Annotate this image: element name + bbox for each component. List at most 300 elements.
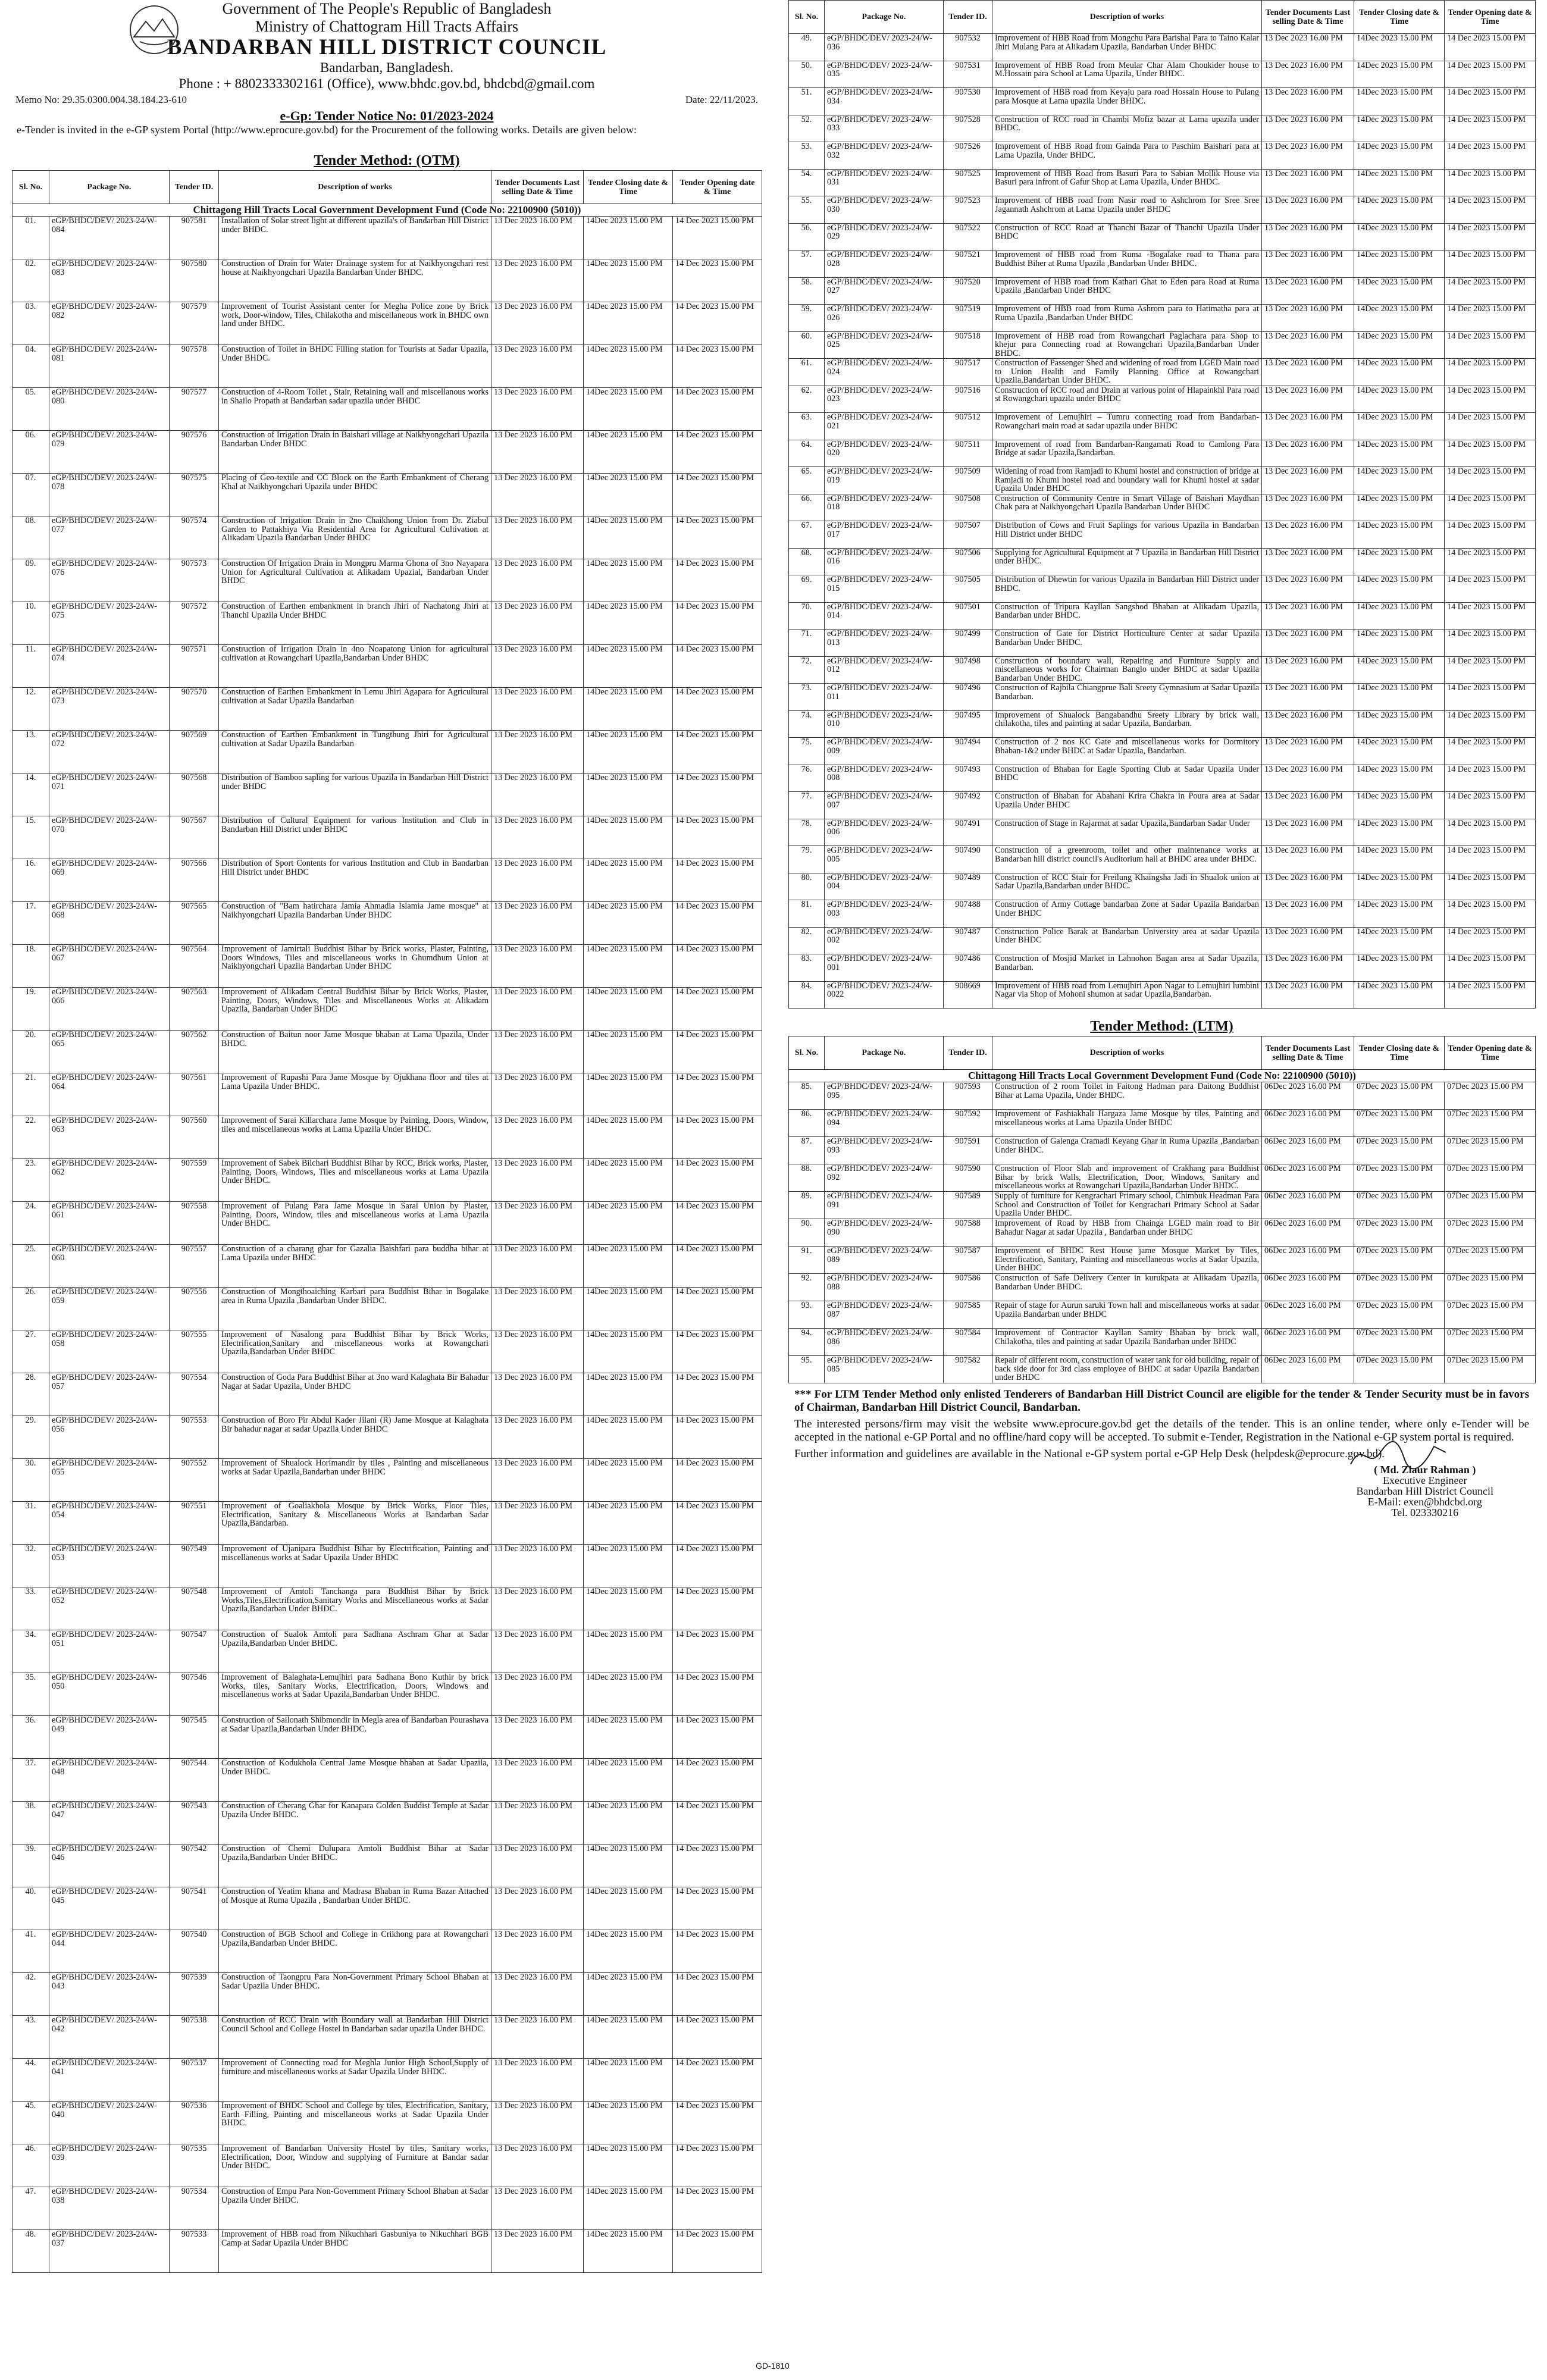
row-closing: 14Dec 2023 15.00 PM [1354, 738, 1445, 765]
row-tender-id: 907563 [170, 988, 219, 1031]
row-description: Improvement of Sarai Killarchara Jame Mosque by Painting, Doors, Window, tiles and miscellaneous works at Lama Upazila Under BHDC. [219, 1116, 491, 1159]
row-sl: 62. [789, 386, 825, 413]
row-package: eGP/BHDC/DEV/ 2023-24/W-091 [825, 1192, 944, 1219]
row-last-selling: 13 Dec 2023 16.00 PM [1262, 196, 1354, 224]
table-row [12, 1202, 762, 1245]
table-row [789, 169, 1536, 196]
row-tender-id: 907541 [170, 1887, 219, 1930]
row-package: eGP/BHDC/DEV/ 2023-24/W-037 [49, 2230, 170, 2273]
row-package: eGP/BHDC/DEV/ 2023-24/W-066 [49, 988, 170, 1031]
table-row [12, 1116, 762, 1159]
row-package: eGP/BHDC/DEV/ 2023-24/W-024 [825, 359, 944, 386]
row-description: Construction of Bhaban for Eagle Sporting Club at Sadar Upazila Under BHDC [992, 765, 1262, 792]
row-last-selling: 13 Dec 2023 16.00 PM [491, 1245, 584, 1288]
row-package: eGP/BHDC/DEV/ 2023-24/W-047 [49, 1802, 170, 1844]
table-row [789, 846, 1536, 873]
row-closing: 14Dec 2023 15.00 PM [584, 1116, 673, 1159]
row-sl: 33. [12, 1587, 49, 1630]
row-last-selling: 13 Dec 2023 16.00 PM [1262, 169, 1354, 196]
table-row [12, 1802, 762, 1844]
row-package: eGP/BHDC/DEV/ 2023-24/W-064 [49, 1073, 170, 1116]
row-last-selling: 13 Dec 2023 16.00 PM [1262, 602, 1354, 630]
row-opening: 14 Dec 2023 15.00 PM [1445, 521, 1536, 549]
row-closing: 14Dec 2023 15.00 PM [584, 474, 673, 516]
row-sl: 61. [789, 359, 825, 386]
table-row [12, 474, 762, 516]
row-opening: 07Dec 2023 15.00 PM [1445, 1247, 1536, 1274]
table-row [789, 305, 1536, 332]
row-last-selling: 13 Dec 2023 16.00 PM [491, 902, 584, 945]
row-tender-id: 907492 [944, 792, 992, 819]
note-paragraph-2: Further information and guidelines are available in the National e-GP system portal e-GP Help Desk (helpdesk@eprocure.gov.bd). [794, 1448, 1385, 1460]
row-closing: 14Dec 2023 15.00 PM [584, 1716, 673, 1759]
row-package: eGP/BHDC/DEV/ 2023-24/W-025 [825, 331, 944, 359]
row-tender-id: 907531 [944, 61, 992, 88]
row-package: eGP/BHDC/DEV/ 2023-24/W-041 [49, 2059, 170, 2102]
table-row [789, 115, 1536, 142]
row-last-selling: 06Dec 2023 16.00 PM [1262, 1110, 1354, 1137]
col-sl: Sl. No. [12, 171, 49, 204]
row-package: eGP/BHDC/DEV/ 2023-24/W-053 [49, 1545, 170, 1587]
row-description: Improvement of Amtoli Tanchanga para Buddhist Bihar by Brick Works,Tiles,Electrification,Sanitary Works and Miscellaneous works at Sadar Upazila,Bandarban Under BHDC. [219, 1587, 491, 1630]
row-sl: 68. [789, 548, 825, 575]
row-description: Construction of a greenroom, toilet and other maintenance works at Bandarban hill district council's Auditorium hall at BHDC area under BHDC. [992, 846, 1262, 873]
row-sl: 65. [789, 467, 825, 494]
row-package: eGP/BHDC/DEV/ 2023-24/W-021 [825, 413, 944, 440]
table-row [789, 1274, 1536, 1301]
row-tender-id: 907511 [944, 440, 992, 467]
row-tender-id: 907539 [170, 1973, 219, 2016]
row-tender-id: 907526 [944, 142, 992, 170]
table-row [789, 142, 1536, 170]
row-opening: 14 Dec 2023 15.00 PM [673, 217, 762, 259]
row-opening: 14 Dec 2023 15.00 PM [673, 731, 762, 774]
row-tender-id: 907569 [170, 731, 219, 774]
row-tender-id: 907553 [170, 1416, 219, 1459]
row-description: Distribution of Cows and Fruit Saplings for various Upazila in Bandarban Hill District under BHDC [992, 521, 1262, 549]
row-sl: 67. [789, 521, 825, 549]
row-tender-id: 907538 [170, 2016, 219, 2059]
row-closing: 14Dec 2023 15.00 PM [584, 1887, 673, 1930]
row-last-selling: 13 Dec 2023 16.00 PM [1262, 981, 1354, 1009]
table-row [12, 945, 762, 988]
row-sl: 05. [12, 388, 49, 431]
row-sl: 82. [789, 927, 825, 954]
table-row [12, 345, 762, 388]
row-last-selling: 13 Dec 2023 16.00 PM [491, 2102, 584, 2144]
row-description: Improvement of Lemujhiri – Tumru connecting road from Bandarban-Rowangchari main road at sadar upazila under BHDC [992, 413, 1262, 440]
row-package: eGP/BHDC/DEV/ 2023-24/W-055 [49, 1459, 170, 1502]
row-closing: 14Dec 2023 15.00 PM [1354, 169, 1445, 196]
row-sl: 31. [12, 1502, 49, 1545]
row-tender-id: 907544 [170, 1759, 219, 1802]
row-closing: 14Dec 2023 15.00 PM [584, 1245, 673, 1288]
row-description: Improvement of Fashiakhali Hargaza Jame Mosque by tiles, Painting and miscellaneous works at Lama Upazila Under BHDC [992, 1110, 1262, 1137]
row-sl: 92. [789, 1274, 825, 1301]
row-description: Construction of RCC Drain with Boundary wall at Bandarban Hill District Council School and College Hostel in Bandarban sadar upazila Under BHDC. [219, 2016, 491, 2059]
row-opening: 14 Dec 2023 15.00 PM [1445, 710, 1536, 738]
row-last-selling: 13 Dec 2023 16.00 PM [491, 2059, 584, 2102]
row-closing: 14Dec 2023 15.00 PM [1354, 548, 1445, 575]
row-sl: 59. [789, 305, 825, 332]
row-tender-id: 907522 [944, 223, 992, 250]
row-last-selling: 13 Dec 2023 16.00 PM [491, 1202, 584, 1245]
row-last-selling: 06Dec 2023 16.00 PM [1262, 1247, 1354, 1274]
row-tender-id: 907570 [170, 688, 219, 731]
table-row [12, 688, 762, 731]
col-package: Package No. [825, 1036, 944, 1070]
table-row [789, 710, 1536, 738]
row-package: eGP/BHDC/DEV/ 2023-24/W-086 [825, 1329, 944, 1356]
row-sl: 15. [12, 816, 49, 859]
row-last-selling: 13 Dec 2023 16.00 PM [491, 1330, 584, 1373]
table-row [789, 1301, 1536, 1329]
col-opening: Tender Opening date & Time [673, 171, 762, 204]
table-row [789, 250, 1536, 278]
letterhead [12, 0, 762, 94]
row-description: Construction of Baitun noor Jame Mosque bhaban at Lama Upazila, Under BHDC. [219, 1031, 491, 1073]
row-tender-id: 907508 [944, 494, 992, 521]
memo-row [12, 94, 762, 108]
table-row [789, 277, 1536, 305]
row-sl: 16. [12, 859, 49, 902]
row-last-selling: 13 Dec 2023 16.00 PM [491, 645, 584, 688]
row-package: eGP/BHDC/DEV/ 2023-24/W-017 [825, 521, 944, 549]
table-row [789, 954, 1536, 982]
row-opening: 14 Dec 2023 15.00 PM [1445, 34, 1536, 61]
table-row [789, 1356, 1536, 1383]
row-opening: 14 Dec 2023 15.00 PM [1445, 440, 1536, 467]
row-tender-id: 907560 [170, 1116, 219, 1159]
row-last-selling: 13 Dec 2023 16.00 PM [491, 859, 584, 902]
table-row [789, 981, 1536, 1009]
row-sl: 38. [12, 1802, 49, 1844]
council-title: BANDARBAN HILL DISTRICT COUNCIL [167, 35, 607, 60]
row-opening: 14 Dec 2023 15.00 PM [673, 474, 762, 516]
row-last-selling: 13 Dec 2023 16.00 PM [491, 1887, 584, 1930]
row-closing: 07Dec 2023 15.00 PM [1354, 1247, 1445, 1274]
row-package: eGP/BHDC/DEV/ 2023-24/W-028 [825, 250, 944, 278]
row-opening: 14 Dec 2023 15.00 PM [673, 388, 762, 431]
row-sl: 17. [12, 902, 49, 945]
row-last-selling: 13 Dec 2023 16.00 PM [1262, 630, 1354, 657]
table-row [12, 302, 762, 345]
row-closing: 14Dec 2023 15.00 PM [584, 1502, 673, 1545]
row-sl: 18. [12, 945, 49, 988]
row-opening: 14 Dec 2023 15.00 PM [1445, 819, 1536, 846]
row-description: Improvement of HBB road from Rowangchari Paglachara para Shop to khejur para Connecting road at Rowangchari Upazila,Bandarban Under BHDC. [992, 331, 1262, 359]
row-description: Construction of Earthen Embankment in Lemu Jhiri Agapara for Agricultural cultivation at Sadar Upazila Bandarban [219, 688, 491, 731]
row-closing: 14Dec 2023 15.00 PM [1354, 684, 1445, 711]
row-package: eGP/BHDC/DEV/ 2023-24/W-085 [825, 1356, 944, 1383]
row-description: Improvement of Balaghata-Lemujhiri para Sadhana Bono Kuthir by brick Works, tiles, Sanitary Works, Electrification, Doors, Windows and miscellaneous works at Sadar Upazila,Bandarban Under BHDC. [219, 1673, 491, 1716]
row-tender-id: 907519 [944, 305, 992, 332]
row-sl: 87. [789, 1137, 825, 1164]
row-sl: 32. [12, 1545, 49, 1587]
signatory-name: ( Md. Ziaur Rahman ) [1374, 1464, 1476, 1476]
table-row [12, 259, 762, 302]
row-closing: 14Dec 2023 15.00 PM [584, 988, 673, 1031]
row-last-selling: 13 Dec 2023 16.00 PM [1262, 331, 1354, 359]
row-opening: 14 Dec 2023 15.00 PM [673, 1587, 762, 1630]
row-sl: 09. [12, 559, 49, 602]
row-package: eGP/BHDC/DEV/ 2023-24/W-065 [49, 1031, 170, 1073]
row-last-selling: 06Dec 2023 16.00 PM [1262, 1329, 1354, 1356]
row-opening: 14 Dec 2023 15.00 PM [673, 1630, 762, 1673]
row-sl: 02. [12, 259, 49, 302]
row-package: eGP/BHDC/DEV/ 2023-24/W-033 [825, 115, 944, 142]
row-closing: 14Dec 2023 15.00 PM [584, 1330, 673, 1373]
row-opening: 14 Dec 2023 15.00 PM [1445, 277, 1536, 305]
row-sl: 36. [12, 1716, 49, 1759]
table-row [12, 902, 762, 945]
row-tender-id: 907572 [170, 602, 219, 645]
row-tender-id: 907574 [170, 516, 219, 559]
row-package: eGP/BHDC/DEV/ 2023-24/W-043 [49, 1973, 170, 2016]
row-package: eGP/BHDC/DEV/ 2023-24/W-045 [49, 1887, 170, 1930]
row-sl: 76. [789, 765, 825, 792]
row-opening: 14 Dec 2023 15.00 PM [1445, 115, 1536, 142]
row-tender-id: 907494 [944, 738, 992, 765]
row-closing: 14Dec 2023 15.00 PM [1354, 386, 1445, 413]
row-package: eGP/BHDC/DEV/ 2023-24/W-035 [825, 61, 944, 88]
table-row [789, 34, 1536, 61]
table-row [12, 1031, 762, 1073]
row-package: eGP/BHDC/DEV/ 2023-24/W-078 [49, 474, 170, 516]
row-closing: 14Dec 2023 15.00 PM [584, 2187, 673, 2230]
row-package: eGP/BHDC/DEV/ 2023-24/W-061 [49, 1202, 170, 1245]
row-sl: 20. [12, 1031, 49, 1073]
row-opening: 14 Dec 2023 15.00 PM [1445, 656, 1536, 684]
table-row [789, 873, 1536, 900]
row-closing: 14Dec 2023 15.00 PM [1354, 277, 1445, 305]
row-closing: 14Dec 2023 15.00 PM [1354, 521, 1445, 549]
row-closing: 14Dec 2023 15.00 PM [1354, 305, 1445, 332]
row-sl: 01. [12, 217, 49, 259]
row-last-selling: 13 Dec 2023 16.00 PM [1262, 359, 1354, 386]
row-tender-id: 907516 [944, 386, 992, 413]
row-package: eGP/BHDC/DEV/ 2023-24/W-087 [825, 1301, 944, 1329]
table-row [789, 359, 1536, 386]
row-tender-id: 907489 [944, 873, 992, 900]
row-package: eGP/BHDC/DEV/ 2023-24/W-076 [49, 559, 170, 602]
row-tender-id: 907496 [944, 684, 992, 711]
table-header-row [789, 1036, 1536, 1070]
row-closing: 14Dec 2023 15.00 PM [1354, 359, 1445, 386]
table-row [789, 521, 1536, 549]
row-tender-id: 907512 [944, 413, 992, 440]
row-package: eGP/BHDC/DEV/ 2023-24/W-083 [49, 259, 170, 302]
row-package: eGP/BHDC/DEV/ 2023-24/W-067 [49, 945, 170, 988]
row-closing: 14Dec 2023 15.00 PM [584, 1759, 673, 1802]
row-sl: 71. [789, 630, 825, 657]
right-column [788, 0, 1535, 2380]
row-tender-id: 907528 [944, 115, 992, 142]
row-last-selling: 06Dec 2023 16.00 PM [1262, 1137, 1354, 1164]
row-opening: 14 Dec 2023 15.00 PM [673, 1116, 762, 1159]
row-closing: 07Dec 2023 15.00 PM [1354, 1137, 1445, 1164]
row-package: eGP/BHDC/DEV/ 2023-24/W-034 [825, 88, 944, 115]
row-package: eGP/BHDC/DEV/ 2023-24/W-016 [825, 548, 944, 575]
row-last-selling: 13 Dec 2023 16.00 PM [491, 1759, 584, 1802]
row-package: eGP/BHDC/DEV/ 2023-24/W-023 [825, 386, 944, 413]
row-sl: 93. [789, 1301, 825, 1329]
row-last-selling: 13 Dec 2023 16.00 PM [1262, 467, 1354, 494]
row-opening: 14 Dec 2023 15.00 PM [1445, 873, 1536, 900]
row-package: eGP/BHDC/DEV/ 2023-24/W-073 [49, 688, 170, 731]
row-closing: 14Dec 2023 15.00 PM [584, 2016, 673, 2059]
row-sl: 69. [789, 575, 825, 603]
row-description: Construction of Earthen embankment in branch Jhiri of Nachatong Jhiri at Thanchi Upazila Under BHDC [219, 602, 491, 645]
row-closing: 14Dec 2023 15.00 PM [584, 1930, 673, 1973]
contact-line: Phone : + 8802333302161 (Office), www.bhdc.gov.bd, bhdcbd@gmail.com [178, 76, 595, 91]
row-closing: 14Dec 2023 15.00 PM [1354, 900, 1445, 928]
row-last-selling: 06Dec 2023 16.00 PM [1262, 1164, 1354, 1192]
row-sl: 77. [789, 792, 825, 819]
row-tender-id: 908669 [944, 981, 992, 1009]
col-sl: Sl. No. [789, 1, 825, 34]
row-tender-id: 907567 [170, 816, 219, 859]
table-row [789, 494, 1536, 521]
table-row [789, 765, 1536, 792]
row-closing: 14Dec 2023 15.00 PM [584, 902, 673, 945]
row-opening: 07Dec 2023 15.00 PM [1445, 1192, 1536, 1219]
row-sl: 19. [12, 988, 49, 1031]
row-package: eGP/BHDC/DEV/ 2023-24/W-049 [49, 1716, 170, 1759]
row-tender-id: 907584 [944, 1329, 992, 1356]
row-package: eGP/BHDC/DEV/ 2023-24/W-048 [49, 1759, 170, 1802]
row-last-selling: 13 Dec 2023 16.00 PM [491, 1930, 584, 1973]
table-row [12, 1630, 762, 1673]
row-opening: 14 Dec 2023 15.00 PM [673, 302, 762, 345]
row-tender-id: 907588 [944, 1219, 992, 1247]
row-closing: 14Dec 2023 15.00 PM [584, 1459, 673, 1502]
table-row [12, 1502, 762, 1545]
table-header-row [12, 171, 762, 204]
row-description: Improvement of road from Bandarban-Rangamati Road to Camlong Para Bridge at sadar Upazila,Bandarban. [992, 440, 1262, 467]
table-row [789, 1137, 1536, 1164]
row-opening: 14 Dec 2023 15.00 PM [1445, 602, 1536, 630]
row-description: Construction of Yeatim khana and Madrasa Bhaban in Ruma Bazar Attached of Mosque at Ruma Upazila , Bandarban Under BHDC. [219, 1887, 491, 1930]
row-closing: 14Dec 2023 15.00 PM [1354, 873, 1445, 900]
row-description: Construction of Drain for Water Drainage system for at Naikhyongchari rest house at Naikhyongchari Upazila Bandarban Under BHDC. [219, 259, 491, 302]
table-row [12, 1159, 762, 1202]
row-package: eGP/BHDC/DEV/ 2023-24/W-029 [825, 223, 944, 250]
row-description: Construction of Mongthoaiching Karbari para Buddhist Bihar in Bogalake area in Ruma Upazila ,Bandarban Under BHDC. [219, 1288, 491, 1330]
gov-line: Government of The People's Republic of Bangladesh [222, 0, 552, 17]
row-sl: 75. [789, 738, 825, 765]
row-opening: 07Dec 2023 15.00 PM [1445, 1274, 1536, 1301]
row-opening: 14 Dec 2023 15.00 PM [1445, 305, 1536, 332]
row-closing: 14Dec 2023 15.00 PM [584, 431, 673, 474]
row-tender-id: 907542 [170, 1844, 219, 1887]
row-opening: 14 Dec 2023 15.00 PM [673, 1673, 762, 1716]
row-closing: 14Dec 2023 15.00 PM [1354, 467, 1445, 494]
row-description: Construction of Toilet in BHDC Filling station for Tourists at Sadar Upazila, Under BHDC. [219, 345, 491, 388]
row-opening: 14 Dec 2023 15.00 PM [673, 1245, 762, 1288]
row-sl: 91. [789, 1247, 825, 1274]
row-opening: 14 Dec 2023 15.00 PM [673, 816, 762, 859]
footer-code: GD-1810 [756, 2361, 790, 2370]
row-opening: 14 Dec 2023 15.00 PM [1445, 359, 1536, 386]
row-description: Construction of "Bam hatirchara Jamia Ahmadia Islamia Jame mosque" at Naikhyongchari Upazila Bandarban Under BHDC [219, 902, 491, 945]
col-description: Description of works [992, 1036, 1262, 1070]
row-sl: 35. [12, 1673, 49, 1716]
row-sl: 94. [789, 1329, 825, 1356]
col-description: Description of works [992, 1, 1262, 34]
row-closing: 14Dec 2023 15.00 PM [584, 1973, 673, 2016]
row-description: Construction of Mosjid Market in Lahnohon Bagan area at Sadar Upazila, Bandarban. [992, 954, 1262, 982]
row-opening: 14 Dec 2023 15.00 PM [1445, 684, 1536, 711]
row-package: eGP/BHDC/DEV/ 2023-24/W-094 [825, 1110, 944, 1137]
row-description: Construction of 2 room Toilet in Faitong Hadman para Daitong Buddhist Bihar at Lama Upazila, Under BHDC. [992, 1082, 1262, 1110]
row-opening: 14 Dec 2023 15.00 PM [1445, 413, 1536, 440]
row-tender-id: 907533 [170, 2230, 219, 2273]
row-sl: 95. [789, 1356, 825, 1383]
row-closing: 14Dec 2023 15.00 PM [1354, 846, 1445, 873]
row-sl: 12. [12, 688, 49, 731]
row-sl: 74. [789, 710, 825, 738]
table-row [12, 774, 762, 816]
row-last-selling: 13 Dec 2023 16.00 PM [1262, 521, 1354, 549]
row-last-selling: 13 Dec 2023 16.00 PM [491, 1116, 584, 1159]
row-last-selling: 13 Dec 2023 16.00 PM [1262, 88, 1354, 115]
row-tender-id: 907536 [170, 2102, 219, 2144]
ltm-table [788, 1036, 1536, 1383]
note-paragraph-1: The interested persons/firm may visit the website www.eprocure.gov.bd get the details of the tender. This is an online tender, where only e-Tender will be accepted in the national e-GP Portal and no offline/hard copy will be accepted. To submit e-Tender, Registration in the National e-GP system portal is required. [794, 1418, 1529, 1443]
row-description: Improvement of Tourist Assistant center for Megha Police zone by Brick work, Door-window, Tiles, Chilakotha and miscellaneous work in BHDC own land under BHDC. [219, 302, 491, 345]
row-description: Construction of Passenger Shed and widening of road from LGED Main road to Union Health and Family Planning Office at Rowangchari Upazila,Bandarban Under BHDC. [992, 359, 1262, 386]
council-logo-icon [128, 4, 180, 56]
row-last-selling: 13 Dec 2023 16.00 PM [491, 1031, 584, 1073]
row-opening: 14 Dec 2023 15.00 PM [673, 1930, 762, 1973]
left-column [12, 0, 762, 2380]
row-opening: 14 Dec 2023 15.00 PM [1445, 494, 1536, 521]
row-description: Distribution of Cultural Equipment for various Institution and Club in Bandarban Hill District under BHDC [219, 816, 491, 859]
row-last-selling: 13 Dec 2023 16.00 PM [1262, 142, 1354, 170]
row-opening: 14 Dec 2023 15.00 PM [673, 945, 762, 988]
row-description: Construction of Irrigation Drain in 2no Chaikhong Union from Dr. Ziabul Garden to Pattakhiya Via Residential Area for Agricultural Cultivation at Alikadam Upazila Bandarban Under BHDC [219, 516, 491, 559]
table-row [12, 1887, 762, 1930]
table-row [12, 1673, 762, 1716]
row-tender-id: 907568 [170, 774, 219, 816]
ltm-fund-row: Chittagong Hill Tracts Local Government Development Fund (Code No: 22100900 (5010)) [789, 1070, 1536, 1082]
row-description: Construction of Safe Delivery Center in kurukpata at Alikadam Upazila, Bandarban Under BHDC. [992, 1274, 1262, 1301]
row-opening: 14 Dec 2023 15.00 PM [673, 1802, 762, 1844]
row-closing: 14Dec 2023 15.00 PM [1354, 34, 1445, 61]
table-row [12, 2102, 762, 2144]
row-opening: 07Dec 2023 15.00 PM [1445, 1137, 1536, 1164]
row-package: eGP/BHDC/DEV/ 2023-24/W-068 [49, 902, 170, 945]
row-tender-id: 907523 [944, 196, 992, 224]
row-sl: 78. [789, 819, 825, 846]
row-description: Improvement of Shualock Horimandir by tiles , Painting and miscellaneous works at Sadar Upazila,Bandarban under BHDC [219, 1459, 491, 1502]
row-description: Construction of RCC road and Drain at various point of Hlapainkhl Para road st Rowangchari upazila under BHDC [992, 386, 1262, 413]
table-row [12, 1288, 762, 1330]
row-last-selling: 13 Dec 2023 16.00 PM [491, 259, 584, 302]
row-package: eGP/BHDC/DEV/ 2023-24/W-072 [49, 731, 170, 774]
row-closing: 14Dec 2023 15.00 PM [584, 1630, 673, 1673]
row-closing: 14Dec 2023 15.00 PM [584, 1031, 673, 1073]
table-row [789, 196, 1536, 224]
row-description: Construction of RCC road in Chambi Mofiz bazar at Lama upazila under BHDC. [992, 115, 1262, 142]
col-sl: Sl. No. [789, 1036, 825, 1070]
row-opening: 14 Dec 2023 15.00 PM [1445, 927, 1536, 954]
row-opening: 14 Dec 2023 15.00 PM [673, 1373, 762, 1416]
row-closing: 14Dec 2023 15.00 PM [1354, 765, 1445, 792]
row-opening: 14 Dec 2023 15.00 PM [673, 559, 762, 602]
table-row [789, 575, 1536, 603]
